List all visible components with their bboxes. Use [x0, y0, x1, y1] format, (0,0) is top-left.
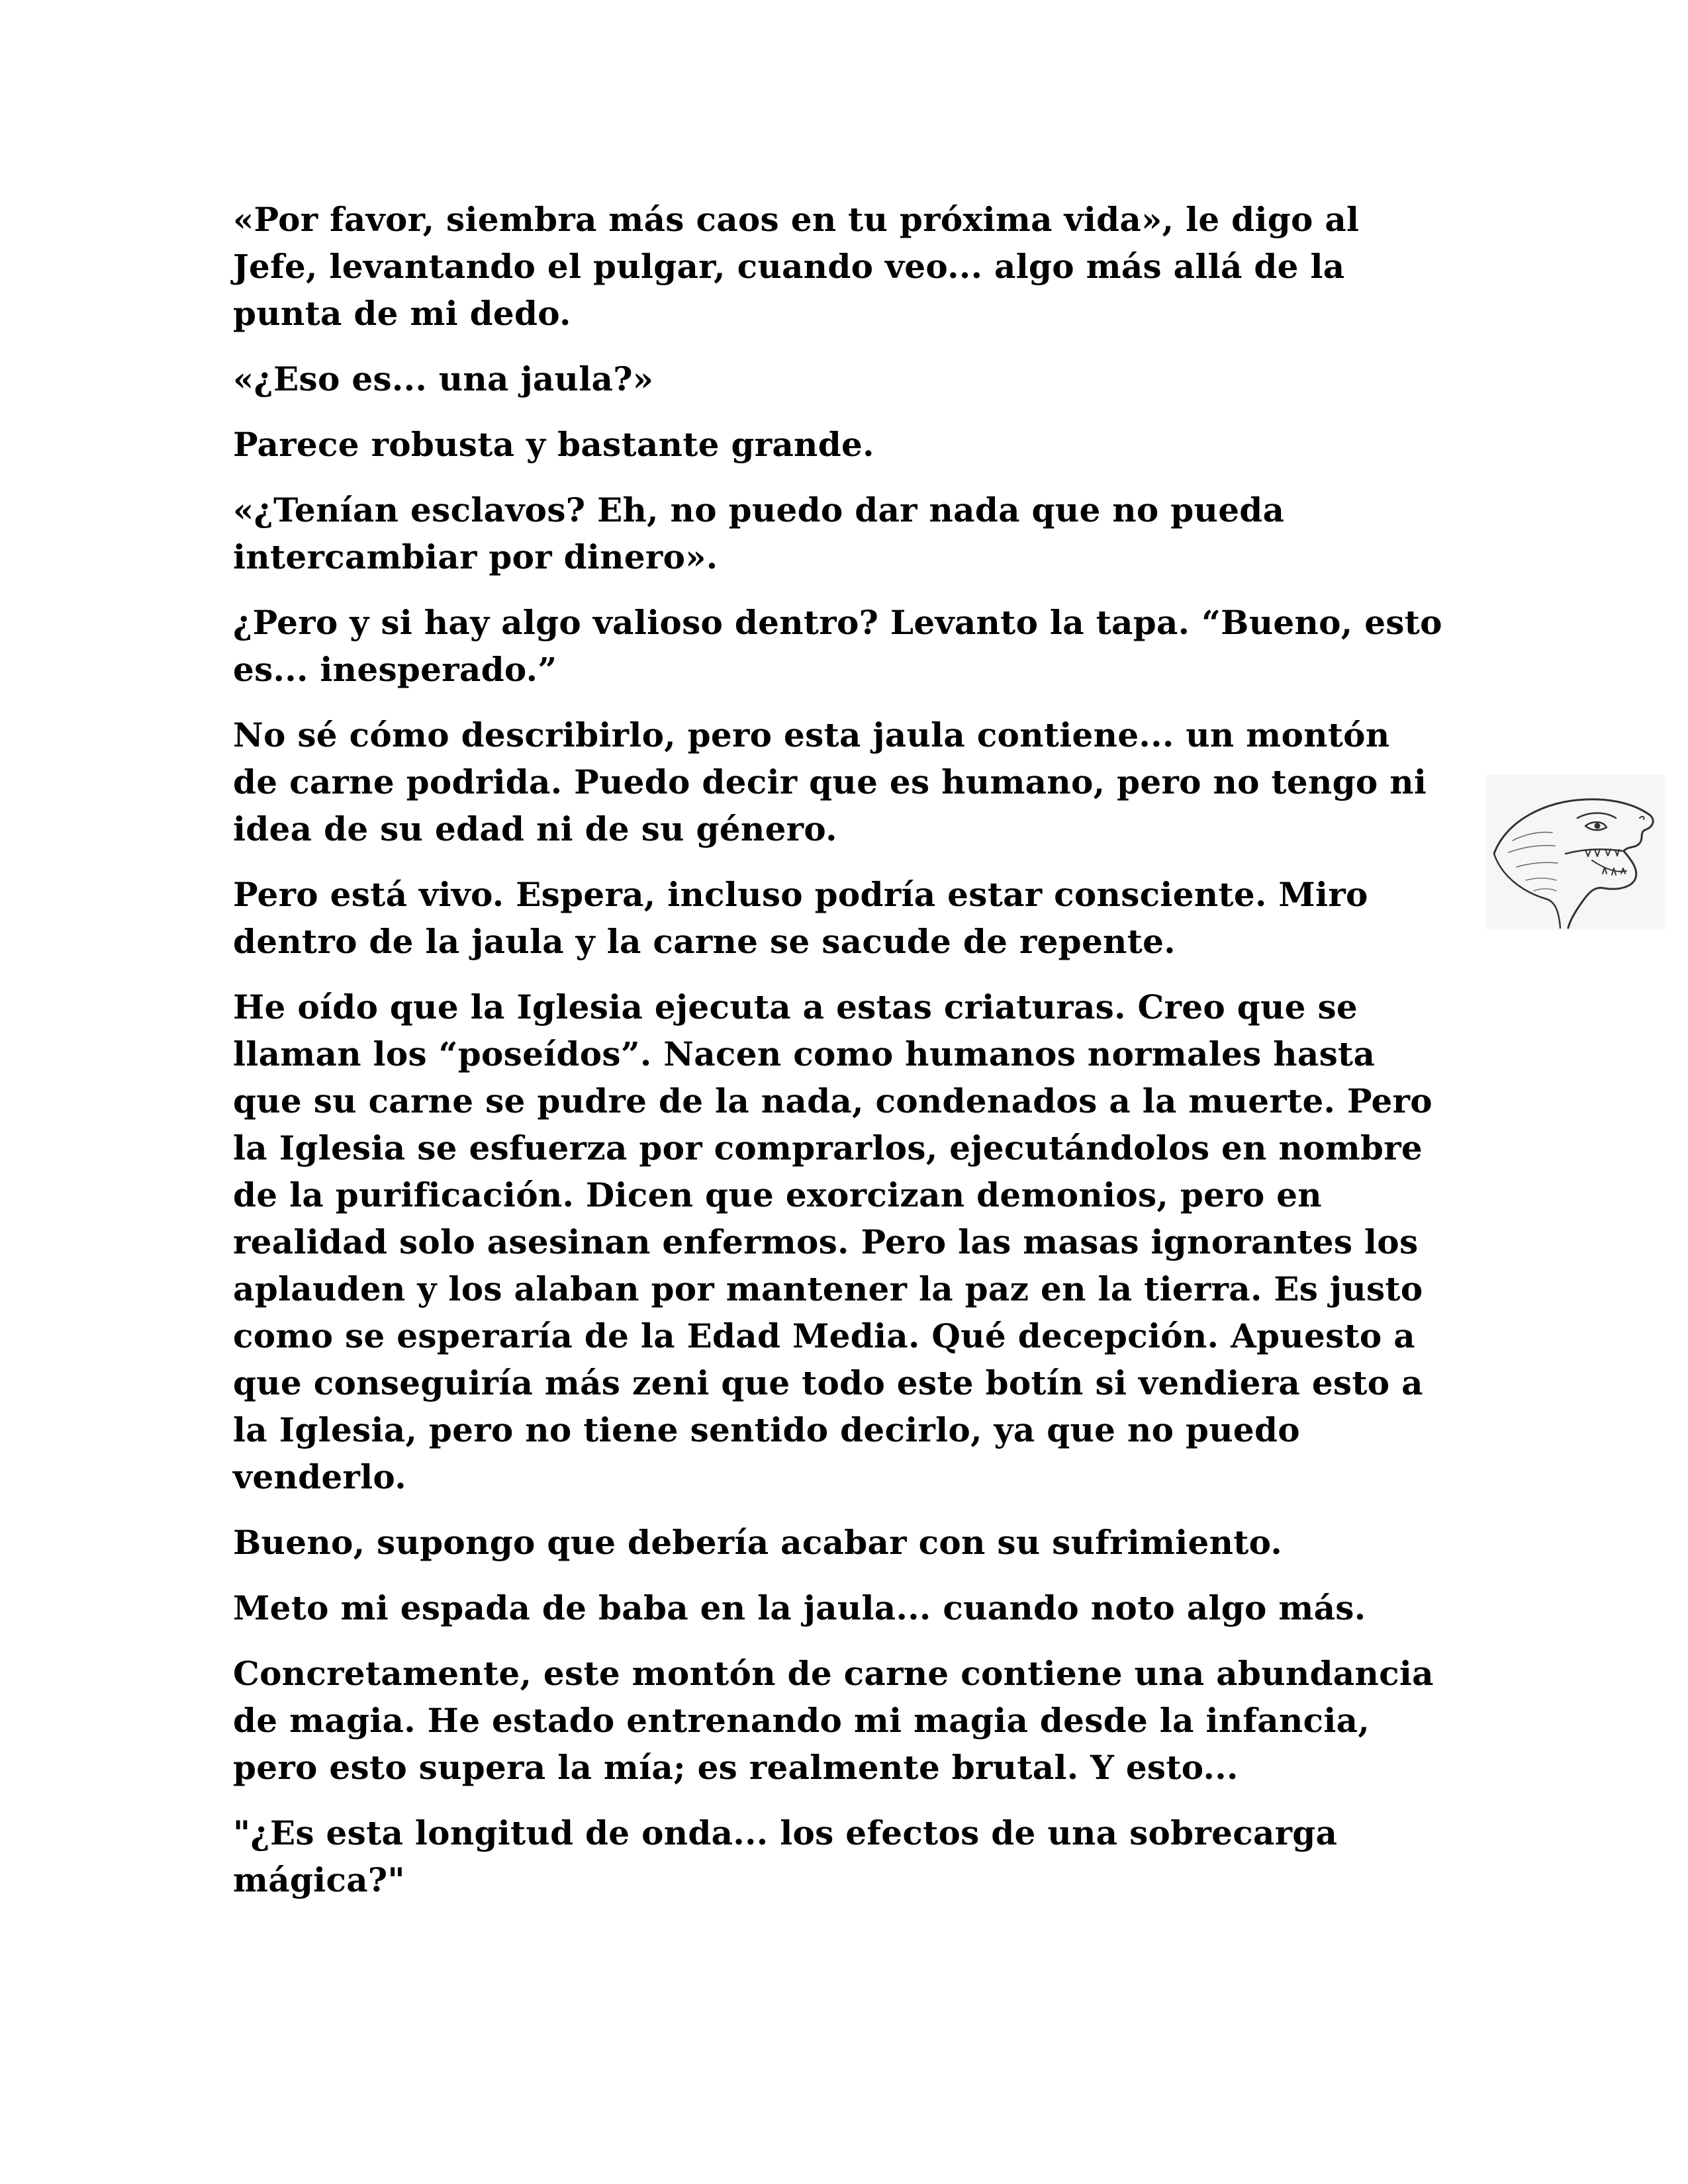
- paragraph-6: No sé cómo describirlo, pero esta jaula contiene... un montón de carne podrida. Puedo decir que es humano, pero no tengo ni idea de su edad ni de su género.: [233, 715, 1427, 848]
- body-text: [233, 196, 1444, 1922]
- paragraph-11: Concretamente, este montón de carne contiene una abundancia de magia. He estado entrenando mi magia desde la infancia, pero esto supera la mía; es realmente brutal. Y esto...: [233, 1654, 1434, 1787]
- paragraph-5: ¿Pero y si hay algo valioso dentro? Levanto la tapa. “Bueno, esto es... inesperado.”: [233, 603, 1442, 689]
- paragraph-8: He oído que la Iglesia ejecuta a estas criaturas. Creo que se llaman los “poseídos”. Nacen como humanos normales hasta que su carne se pudre de la nada, condenados a la muerte. Pero la Iglesia se esfuerza por comprarlos, ejecutándolos en nombre de la purificación. Dicen que exorcizan demonios, pero en realidad solo asesinan enfermos. Pero las masas ignorantes los aplauden y los alaban por mantener la paz en la tierra. Es justo como se esperaría de la Edad Media. Qué decepción. Apuesto a que conseguiría más zeni que todo este botín si vendiera esto a la Iglesia, pero no tiene sentido decirlo, ya que no puedo venderlo.: [233, 987, 1432, 1496]
- paragraph-9: Bueno, supongo que debería acabar con su sufrimiento.: [233, 1523, 1283, 1562]
- paragraph-3: Parece robusta y bastante grande.: [233, 425, 874, 464]
- paragraph-10: Meto mi espada de baba en la jaula... cuando noto algo más.: [233, 1588, 1366, 1627]
- paragraph-7: Pero está vivo. Espera, incluso podría estar consciente. Miro dentro de la jaula y la carne se sacude de repente.: [233, 875, 1368, 961]
- paragraph-1: «Por favor, siembra más caos en tu próxima vida», le digo al Jefe, levantando el pulgar, cuando veo... algo más allá de la punta de mi dedo.: [233, 200, 1360, 333]
- paragraph-2: «¿Eso es... una jaula?»: [233, 359, 654, 398]
- paragraph-12: "¿Es esta longitud de onda... los efectos de una sobrecarga mágica?": [233, 1813, 1338, 1899]
- paragraph-4: «¿Tenían esclavos? Eh, no puedo dar nada que no pueda intercambiar por dinero».: [233, 490, 1285, 576]
- dinosaur-head-sketch-icon: [1486, 774, 1665, 930]
